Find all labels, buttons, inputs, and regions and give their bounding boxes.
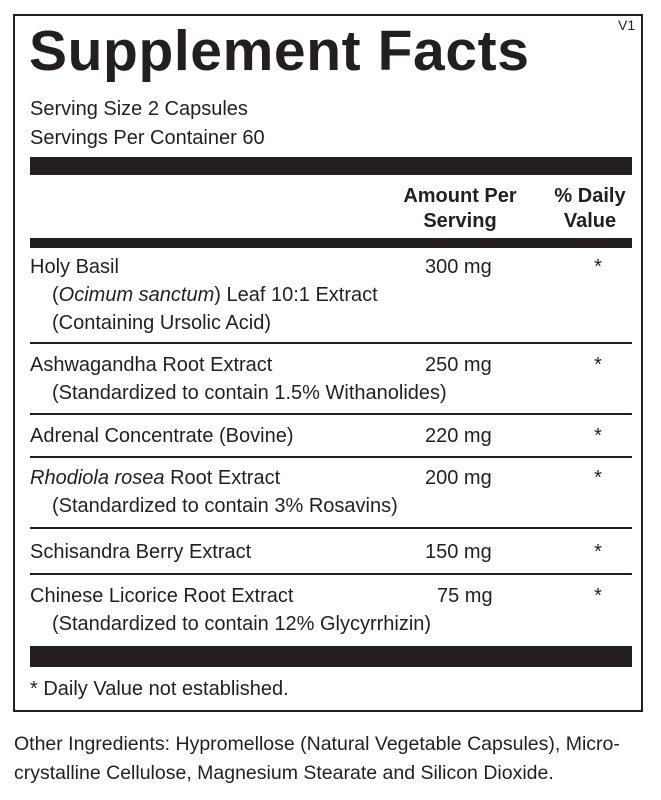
ingredient-name: Adrenal Concentrate (Bovine): [30, 425, 294, 447]
row-divider: [30, 456, 632, 458]
row-divider: [30, 573, 632, 575]
ingredient-amount: 220 mg: [425, 425, 492, 447]
ingredient-name: Holy Basil: [30, 256, 119, 278]
dv-header-line1: % Daily: [554, 185, 626, 207]
daily-value-marker: *: [594, 256, 602, 278]
row-divider: [30, 413, 632, 415]
dv-header-line2: Value: [563, 210, 617, 232]
thick-divider-header: [30, 238, 632, 248]
ingredient-species: Rhodiola rosea: [30, 467, 165, 489]
amount-header-line1: Amount Per: [403, 185, 517, 207]
ingredient-amount: 250 mg: [425, 354, 492, 376]
ingredient-amount: 300 mg: [425, 256, 492, 278]
row-divider: [30, 342, 632, 344]
servings-per-container: Servings Per Container 60: [30, 127, 265, 149]
ingredient-detail: (Standardized to contain 3% Rosavins): [52, 495, 398, 517]
footnote: * Daily Value not established.: [30, 678, 289, 700]
ingredient-detail: (Ocimum sanctum) Leaf 10:1 Extract: [52, 284, 378, 306]
daily-value-marker: *: [594, 425, 602, 447]
ingredient-detail: (Standardized to contain 12% Glycyrrhizin): [52, 613, 432, 635]
ingredient-detail: (Standardized to contain 1.5% Withanolides): [52, 382, 447, 404]
ingredient-amount: 200 mg: [425, 467, 492, 489]
daily-value-marker: *: [594, 585, 602, 607]
panel-title: Supplement Facts: [29, 19, 530, 83]
ingredient-amount: 150 mg: [425, 541, 492, 563]
ingredient-name: Ashwagandha Root Extract: [30, 354, 273, 376]
daily-value-marker: *: [594, 541, 602, 563]
thick-divider-top: [30, 157, 632, 175]
other-ingredients-line2: crystalline Cellulose, Magnesium Stearate and Silicon Dioxide.: [14, 762, 554, 784]
ingredient-name: Schisandra Berry Extract: [30, 541, 252, 563]
daily-value-marker: *: [594, 354, 602, 376]
ingredient-species: Ocimum sanctum: [58, 284, 215, 306]
ingredient-detail: (Containing Ursolic Acid): [52, 312, 271, 334]
other-ingredients-line1: Other Ingredients: Hypromellose (Natural Vegetable Capsules), Micro-: [14, 733, 620, 755]
row-divider: [30, 527, 632, 529]
ingredient-amount: 75 mg: [437, 585, 493, 607]
ingredient-name: Chinese Licorice Root Extract: [30, 585, 294, 607]
ingredient-name: Rhodiola rosea Root Extract: [30, 467, 281, 489]
serving-size: Serving Size 2 Capsules: [30, 98, 248, 120]
daily-value-marker: *: [594, 467, 602, 489]
amount-header-line2: Serving: [423, 210, 497, 232]
version-code: V1: [618, 17, 636, 33]
thick-divider-bottom: [30, 646, 632, 667]
